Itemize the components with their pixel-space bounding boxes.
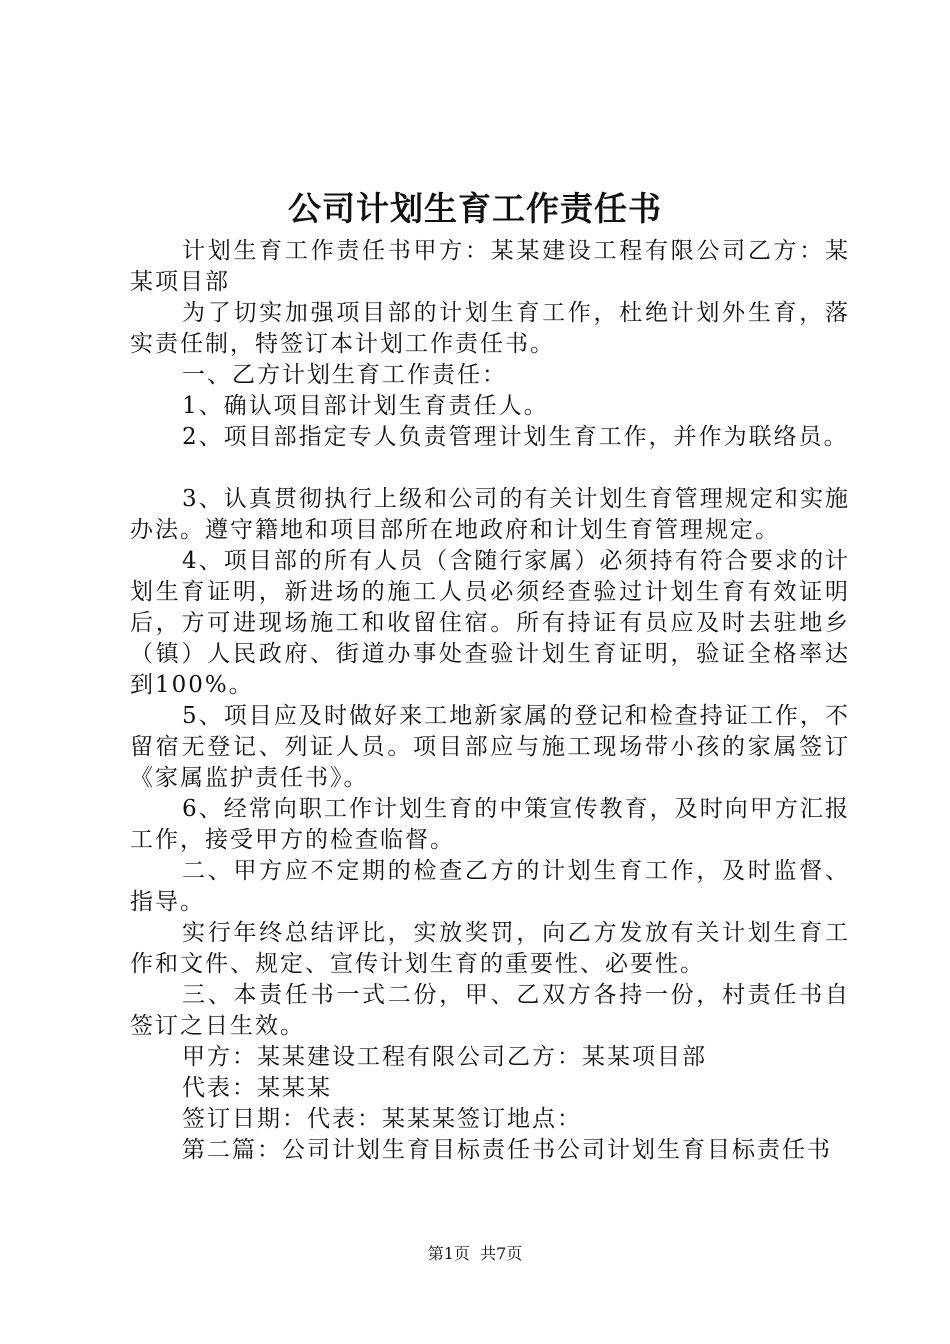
paragraph-intro: 计划生育工作责任书甲方：某某建设工程有限公司乙方：某某项目部 bbox=[130, 238, 850, 295]
paragraph-section-one-heading: 一、乙方计划生育工作责任： bbox=[182, 362, 507, 388]
paragraph-party-signature: 甲方：某某建设工程有限公司乙方：某某项目部 bbox=[182, 1044, 707, 1070]
document-title: 公司计划生育工作责任书 bbox=[288, 189, 662, 228]
paragraph-item-3: 3、认真贯彻执行上级和公司的有关计划生育管理规定和实施办法。遵守籍地和项目部所在地政府和计划生育管理规定。 bbox=[130, 486, 850, 543]
paragraph-signing-date: 签订日期：代表：某某某签订地点： bbox=[182, 1106, 582, 1132]
paragraph-second-chapter: 第二篇：公司计划生育目标责任书公司计划生育目标责任书 bbox=[182, 1137, 832, 1163]
blank-line bbox=[130, 453, 850, 484]
page-number-footer: 第1页 共7页 bbox=[427, 1244, 523, 1263]
paragraph-item-5: 5、项目应及时做好来工地新家属的登记和检查持证工作，不留宿无登记、列证人员。项目部应与施工现场带小孩的家属签订《家属监护责任书》。 bbox=[130, 703, 850, 791]
document-body bbox=[130, 236, 850, 1166]
paragraph-year-end: 实行年终总结评比，实放奖罚，向乙方发放有关计划生育工作和文件、规定、宣传计划生育的重要性、必要性。 bbox=[130, 920, 850, 977]
paragraph-item-1: 1、确认项目部计划生育责任人。 bbox=[182, 393, 549, 419]
paragraph-section-two: 二、甲方应不定期的检查乙方的计划生育工作，及时监督、指导。 bbox=[130, 858, 850, 915]
paragraph-item-6: 6、经常向职工作计划生育的中策宣传教育，及时向甲方汇报工作，接受甲方的检查临督。 bbox=[130, 796, 850, 853]
paragraph-item-4: 4、项目部的所有人员（含随行家属）必须持有符合要求的计划生育证明，新进场的施工人员必须经查验过计划生育有效证明后，方可进现场施工和收留住宿。所有持证有员应及时去驻地乡（镇）人民政府、街道办事处查验计划生育证明，验证全格率达到100%。 bbox=[130, 548, 850, 698]
paragraph-item-2: 2、项目部指定专人负责管理计划生育工作，并作为联络员。 bbox=[182, 424, 849, 450]
paragraph-purpose: 为了切实加强项目部的计划生育工作，杜绝计划外生育，落实责任制，特签订本计划工作责任书。 bbox=[130, 300, 850, 357]
paragraph-representative: 代表：某某某 bbox=[182, 1075, 332, 1101]
paragraph-section-three: 三、本责任书一式二份，甲、乙双方各持一份，村责任书自签订之日生效。 bbox=[130, 982, 850, 1039]
